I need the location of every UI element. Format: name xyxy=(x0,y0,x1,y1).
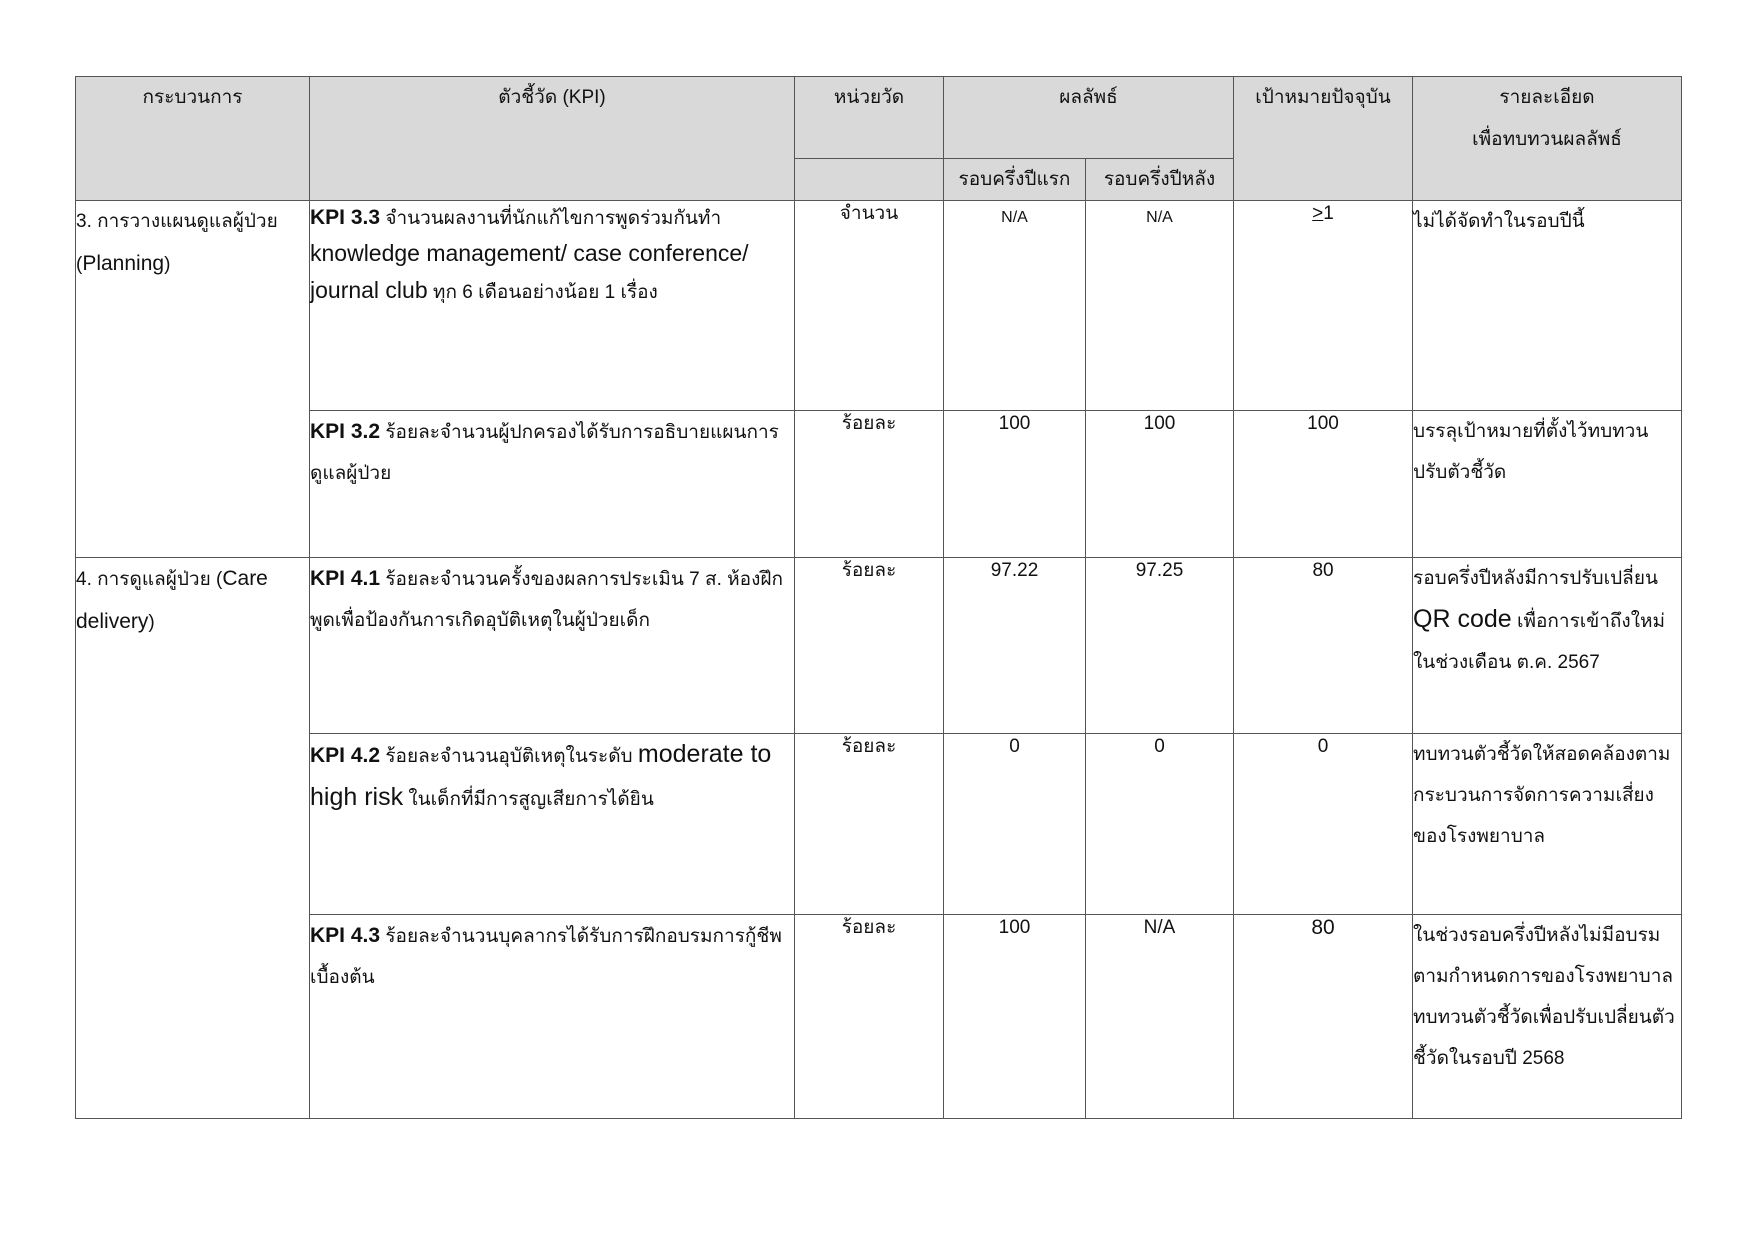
second-half-cell: 0 xyxy=(1086,734,1234,915)
target-value: 1 xyxy=(1323,203,1334,224)
header-detail-line1: รายละเอียด xyxy=(1499,87,1595,108)
process-text: 4. การดูแลผู้ป่วย ( xyxy=(76,569,223,590)
kpi-table xyxy=(75,76,1682,1119)
detail-cell xyxy=(1413,558,1682,734)
header-result: ผลลัพธ์ xyxy=(944,77,1234,159)
kpi-cell xyxy=(310,558,795,734)
kpi-desc: จำนวนผลงานที่นักแก้ไขการพูดร่วมกันทำ xyxy=(380,208,722,229)
kpi-desc-end: ในเด็กที่มีการสูญเสียการได้ยิน xyxy=(403,789,654,810)
detail-cell: ในช่วงรอบครึ่งปีหลังไม่มีอบรมตามกำหนดการของโรงพยาบาลทบทวนตัวชี้วัดเพื่อปรับเปลี่ยนตัวชี้วัดในรอบปี 2568 xyxy=(1413,915,1682,1119)
header-unit: หน่วยวัด xyxy=(795,77,944,159)
detail-cell: ไม่ได้จัดทำในรอบปีนี้ xyxy=(1413,201,1682,411)
kpi-desc-end: ทุก 6 เดือนอย่างน้อย 1 เรื่อง xyxy=(427,282,658,303)
table-row xyxy=(76,411,1682,558)
second-half-cell: N/A xyxy=(1086,915,1234,1119)
table-row xyxy=(76,201,1682,411)
kpi-code: KPI 4.3 xyxy=(310,924,381,947)
kpi-code: KPI 3.3 xyxy=(310,206,381,229)
detail-cell: บรรลุเป้าหมายที่ตั้งไว้ทบทวนปรับตัวชี้วัด xyxy=(1413,411,1682,558)
table-row xyxy=(76,915,1682,1119)
table-row xyxy=(76,734,1682,915)
table-row xyxy=(76,558,1682,734)
kpi-cell xyxy=(310,915,795,1119)
header-first-half: รอบครึ่งปีแรก xyxy=(944,159,1086,201)
target-cell: 0 xyxy=(1234,734,1413,915)
second-half-cell: 100 xyxy=(1086,411,1234,558)
process-cell xyxy=(76,558,310,1119)
target-cell xyxy=(1234,201,1413,411)
kpi-desc-en: knowledge management/ case conference/ journal club xyxy=(310,240,749,303)
target-cell: 100 xyxy=(1234,411,1413,558)
first-half-cell: 0 xyxy=(944,734,1086,915)
first-half-cell: 100 xyxy=(944,411,1086,558)
unit-cell: ร้อยละ xyxy=(795,558,944,734)
header-process: กระบวนการ xyxy=(76,77,310,201)
first-half-cell: 100 xyxy=(944,915,1086,1119)
header-detail xyxy=(1413,77,1682,201)
kpi-code: KPI 4.1 xyxy=(310,567,381,590)
detail-text-end: เพื่อการเข้าถึงใหม่ในช่วงเดือน ต.ค. 2567 xyxy=(1413,611,1666,673)
header-second-half: รอบครึ่งปีหลัง xyxy=(1086,159,1234,201)
process-text-end: ) xyxy=(164,254,171,275)
target-cell: 80 xyxy=(1234,558,1413,734)
second-half-cell: 97.25 xyxy=(1086,558,1234,734)
kpi-code: KPI 3.2 xyxy=(310,420,381,443)
target-symbol: > xyxy=(1312,203,1324,224)
process-text-en: Care delivery xyxy=(76,567,268,633)
detail-text-qr: QR code xyxy=(1413,605,1512,633)
header-unit-blank xyxy=(795,159,944,201)
header-target: เป้าหมายปัจจุบัน xyxy=(1234,77,1413,201)
kpi-cell xyxy=(310,411,795,558)
first-half-cell: N/A xyxy=(944,201,1086,411)
unit-cell: ร้อยละ xyxy=(795,915,944,1119)
unit-cell: ร้อยละ xyxy=(795,411,944,558)
process-text: 3. การวางแผนดูแลผู้ป่วย ( xyxy=(76,211,278,275)
kpi-code: KPI 4.2 xyxy=(310,744,381,767)
detail-text: รอบครึ่งปีหลังมีการปรับเปลี่ยน xyxy=(1413,568,1658,589)
kpi-desc-en: moderate to high risk xyxy=(310,740,772,811)
second-half-cell: N/A xyxy=(1086,201,1234,411)
process-text-end: ) xyxy=(148,612,155,633)
first-half-cell: 97.22 xyxy=(944,558,1086,734)
header-kpi: ตัวชี้วัด (KPI) xyxy=(310,77,795,201)
target-cell: 80 xyxy=(1234,915,1413,1119)
kpi-desc: ร้อยละจำนวนครั้งของผลการประเมิน 7 ส. ห้องฝึกพูดเพื่อป้องกันการเกิดอุบัติเหตุในผู้ป่วยเด็ก xyxy=(310,569,783,631)
process-cell xyxy=(76,201,310,558)
process-text-en: Planning xyxy=(82,252,165,275)
kpi-cell xyxy=(310,734,795,915)
unit-cell: ร้อยละ xyxy=(795,734,944,915)
kpi-desc: ร้อยละจำนวนผู้ปกครองได้รับการอธิบายแผนการดูแลผู้ป่วย xyxy=(310,422,779,484)
header-detail-line2: เพื่อทบทวนผลลัพธ์ xyxy=(1472,129,1622,150)
kpi-cell xyxy=(310,201,795,411)
kpi-desc: ร้อยละจำนวนอุบัติเหตุในระดับ xyxy=(380,746,638,767)
kpi-desc: ร้อยละจำนวนบุคลากรได้รับการฝึกอบรมการกู้ชีพเบื้องต้น xyxy=(310,926,782,988)
detail-cell: ทบทวนตัวชี้วัดให้สอดคล้องตามกระบวนการจัดการความเสี่ยงของโรงพยาบาล xyxy=(1413,734,1682,915)
unit-cell: จำนวน xyxy=(795,201,944,411)
